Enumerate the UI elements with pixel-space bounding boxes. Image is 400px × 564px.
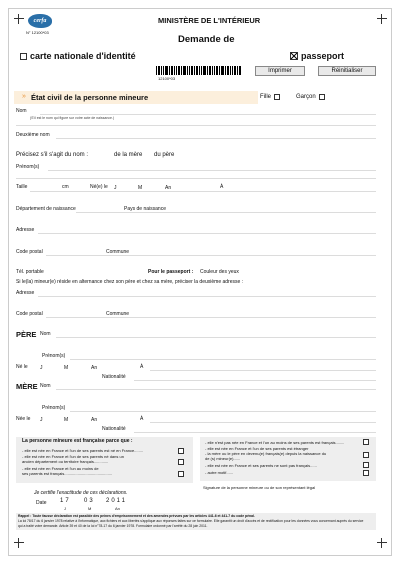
nat-left-check-2[interactable] [178,459,184,465]
date-an: An [115,506,120,511]
mere-prenoms-field[interactable] [70,411,376,412]
birth-field[interactable] [30,191,376,192]
cp2-field[interactable] [46,317,376,318]
nom-field[interactable] [40,114,376,115]
boy-option[interactable] [296,94,325,100]
year-label: An [165,185,172,191]
footer-line-3: qui a traité votre demande. Article 39 et 40 de la loi n°78-17 du 6 janvier 1978. Formulaire ordonné par l'arrêté du 28 juin 2011. [18,524,208,528]
boy-checkbox[interactable] [319,94,325,100]
cp-field[interactable] [46,255,376,256]
pere-ne-label: Né le [16,364,28,370]
pere-year: An [91,365,98,371]
crop-mark-icon [14,14,24,24]
date-day[interactable]: 17 [60,498,71,504]
adresse2-field[interactable] [38,296,376,297]
mere-nat-field[interactable] [134,432,376,433]
adresse2-label: Adresse [16,290,35,296]
pere-choice[interactable]: du père [154,152,175,158]
mere-ne-label: Née le [16,416,31,422]
month-label: M [138,185,143,191]
nat-right-check-4[interactable] [363,470,369,476]
print-button[interactable]: Imprimer [255,66,305,76]
cp2-label: Code postal [16,311,43,317]
reset-button[interactable]: Réinitialiser [318,66,376,76]
pere-prenoms-field[interactable] [70,359,376,360]
girl-checkbox[interactable] [274,94,280,100]
footer-line-1: Rappel : Toute fausse déclaration est passible des peines d'emprisonnement et des amendes prévues par les articles 441-6 et 441-7 du code pénal. [18,514,255,518]
mere-year: An [91,417,98,423]
nat-left-check-3[interactable] [178,471,184,477]
nat-right-5: - elle est née en France et ses parents ne sont pas français...... [205,463,317,468]
nat-right-6: - autre motif...... [205,470,234,475]
deuxieme-nom-field[interactable] [56,138,376,139]
pour-passeport-label: Pour le passeport : [148,269,194,275]
commune2-label: Commune [106,311,130,317]
nat-right-check-1[interactable] [363,439,369,445]
nat-right-3: - la mère ou le père en devenu(e) français(e) depuis la naissance du [205,451,327,456]
alternance-label: Si le(la) mineur(e) réside en alternance chez son père et chez sa mère, préciser la deuxième adresse : [16,279,244,285]
commune-label: Commune [106,249,130,255]
nat-left-3: ancien département ou territoire français............. [22,459,109,464]
pere-day: J [40,365,43,371]
cm-label: cm [62,184,69,190]
prenoms-field-2[interactable] [16,178,376,179]
nat-right-4: de (s) mineur(e)...... [205,456,241,461]
girl-label: Fille [260,94,272,100]
signature-label: Signature de la personne mineure ou de son représentant légal [203,485,316,490]
form-number: N° 12100*03 [26,30,49,35]
pere-month: M [64,365,69,371]
pere-prenoms-label: Prénom(s) [42,353,66,359]
pere-nom-field[interactable] [56,337,376,338]
date-month[interactable]: 03 [84,498,95,504]
crop-mark-icon [14,538,24,548]
mere-nom-field[interactable] [56,389,376,390]
cni-label: carte nationale d'identité [30,51,136,61]
prenoms-field[interactable] [48,170,376,171]
mere-nat-label: Nationalité [102,426,126,432]
mere-day: J [40,417,43,423]
nom-note: (S'il est le nom qui figure sur votre acte de naissance.) [30,116,115,120]
mere-nom-label: Nom [40,383,51,389]
nat-right-2: - elle est née en France et l'un de ses parents est étranger [205,446,309,451]
mere-choice[interactable]: de la mère [114,152,143,158]
adresse-field[interactable] [38,233,376,234]
cerfa-logo: cerfa [28,14,52,28]
girl-option[interactable] [260,94,280,100]
nat-left-2: - elle est née en France et l'un de ses parents né dans un [22,454,124,459]
barcode-icon [156,66,242,75]
pere-nat-field[interactable] [134,380,376,381]
ministry-title: MINISTÈRE DE L'INTÉRIEUR [158,16,261,25]
adresse-label: Adresse [16,227,35,233]
pere-nat-label: Nationalité [102,374,126,380]
dept-label: Département de naissance [16,206,76,212]
a-label: À [220,184,224,190]
nat-left-4: - elle est née en France et l'un au moins de [22,466,99,471]
nat-right-1: - elle n'est pas née en France et l'un au moins de ses parents est français........ [205,440,345,445]
pere-lieu-field[interactable] [150,370,376,371]
cp-label: Code postal [16,249,43,255]
pere-a: À [140,364,144,370]
yeux-label: Couleur des yeux [200,269,239,275]
check-x-icon [290,52,298,60]
tel-label: Tél. portable [16,269,44,275]
date-m: M [88,506,92,511]
nom-field-2[interactable] [16,125,376,126]
nat-left-5: ses parents est français........................................... [22,471,113,476]
deuxieme-nom-label: Deuxième nom [16,132,50,138]
precisez-label: Précisez s'il s'agit du nom : [16,152,88,158]
boy-label: Garçon [296,94,316,100]
nat-left-1: - elle est née en France et l'un de ses parents est né en France........ [22,448,144,453]
mere-title: MÈRE [16,382,38,391]
pays-label: Pays de naissance [124,206,166,212]
barcode-number: 12100*03 [158,76,176,81]
certify-text: Je certifie l'exactitude de ces déclarations. [34,490,128,496]
cni-option[interactable] [20,51,136,61]
nom-label: Nom [16,108,27,114]
mere-prenoms-label: Prénom(s) [42,405,66,411]
section-title: État civil de la personne mineure [31,93,149,102]
demand-label: Demande de [178,34,235,45]
cni-checkbox[interactable] [20,53,27,60]
crop-mark-icon [377,538,387,548]
passport-option[interactable] [290,51,344,61]
ne-le-label: Né(e) le [90,184,108,190]
passport-label: passeport [301,51,345,61]
nat-left-check-1[interactable] [178,448,184,454]
dept-field[interactable] [76,212,376,213]
taille-label: Taille [16,184,28,190]
nationality-title: La personne mineure est française parce que : [22,438,133,444]
pere-title: PÈRE [16,330,37,339]
nat-right-check-3[interactable] [363,462,369,468]
passport-checkbox[interactable] [290,52,298,60]
mere-a: À [140,416,144,422]
footer-line-2: La loi 78/17 du 6 janvier 1978 relative à l'informatique, aux fichiers et aux libertés s'applique aux réponses faites sur ce formulaire. Elle garantit un droit d'accès et de rectification pour les données vous concernant auprès du service [18,519,364,523]
mere-lieu-field[interactable] [150,422,376,423]
mere-month: M [64,417,69,423]
prenoms-label: Prénom(s) [16,164,40,170]
crop-mark-icon [377,14,387,24]
section-arrow-icon: » [22,93,26,100]
pere-nom-label: Nom [40,331,51,337]
date-label: Date [36,500,47,506]
date-j: J [64,506,66,511]
date-year[interactable]: 2011 [106,498,127,504]
day-label: J [114,185,117,191]
nat-right-check-2[interactable] [363,452,369,458]
